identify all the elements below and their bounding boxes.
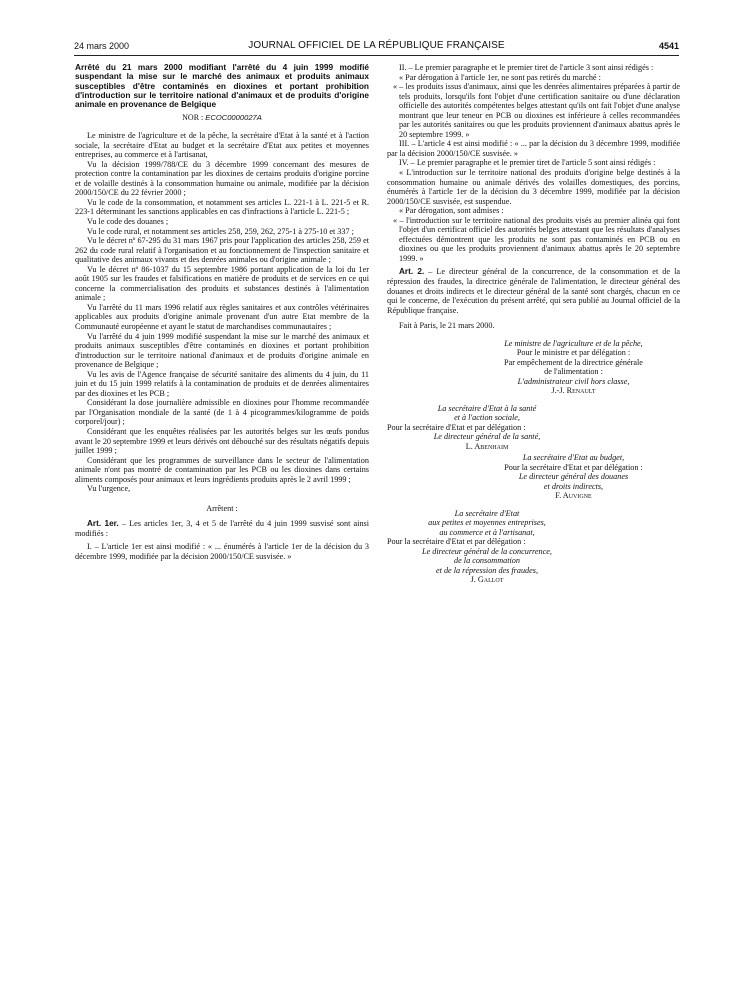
right-column [387, 63, 680, 585]
quote: « – les produits issus d'animaux, ainsi que les denrées alimentaires préparées à partir de tels produits, lorsqu'ils font l'objet d'une certification sanitaire ou d'une déclaration officielle des autorités compétentes belges attestant qu'ils ont fait l'objet d'une analyse montrant que leur teneur en PCB ou dioxines est inférieure à celles recommandées par les autorités sanitaires ou que les produits proviennent d'animaux abattus après le 20 septembre 1999. » [393, 82, 680, 139]
signature-sante [387, 404, 587, 452]
paragraph: Vu le code rural, et notamment ses articles 258, 259, 262, 275-1 à 275-10 et 337 ; [87, 226, 354, 236]
quote: « – l'introduction sur le territoire national des produits visés au premier alinéa qui font l'objet d'un certificat officiel des autorités belges attestant que les résultats d'analyses effectuées démontrent que les produits ne sont pas contaminés en PCB ou en dioxines ou que les produits proviennent d'animaux abattus après le 20 septembre 1999. » [393, 215, 680, 263]
sig-line: aux petites et moyennes entreprises, [428, 518, 546, 528]
journal-title: JOURNAL OFFICIEL DE LA RÉPUBLIQUE FRANÇAISE [248, 40, 505, 51]
signatory-name: J. Gallot [470, 575, 504, 585]
signature-budget [387, 453, 680, 501]
nor-reference [75, 113, 369, 123]
arrete-title: Arrêté du 21 mars 2000 modifiant l'arrêté du 4 juin 1999 modifié suspendant la mise sur le marché des animaux et produits animaux susceptibles d'être contaminés en dioxines et portant prohibition d'introduction sur le territoire national d'animaux et de produits d'origine animale en provenance de Belgique [75, 62, 369, 110]
nor-label: NOR : [182, 113, 204, 123]
paragraph: IV. – Le premier paragraphe et le premier tiret de l'article 5 sont ainsi rédigés : [399, 158, 656, 168]
paragraph: Vu l'urgence, [87, 484, 131, 494]
sig-line: Pour la secrétaire d'Etat et par délégation : [387, 422, 526, 432]
sig-line: Le directeur général des douanes [518, 472, 629, 482]
article-1-label: Art. 1er. [87, 519, 119, 529]
quote: « Par dérogation, sont admises : [399, 206, 504, 216]
paragraph: Considérant la dose journalière admissible en dioxines pour l'homme recommandée par l'Organisation mondiale de la santé (de 1 à 4 picogrammes/kilogramme de poids corporel/jour) ; [75, 398, 369, 427]
signature-pme [387, 509, 587, 585]
sig-line: Par empêchement de la directrice générale [504, 357, 643, 367]
left-column [75, 63, 369, 562]
paragraph: Le ministre de l'agriculture et de la pêche, la secrétaire d'Etat à la santé et à l'action sociale, la secrétaire d'Etat au budget et la secrétaire d'Etat aux petites et moyennes entreprises, au commerce et à l'artisanat, [75, 131, 369, 160]
paragraph: Considérant que les programmes de surveillance dans le secteur de l'alimentation animale n'ont pas montré de contamination par les PCB ou les dioxines dans certains aliments composés pour animaux et leurs ingrédients produits après le 2 avril 1999 ; [75, 455, 369, 484]
article-1-item-I: I. – L'article 1er est ainsi modifié : « ... énumérés à l'article 1er de la décision du 3 décembre 1999, modifiée par la décision 2000/150/CE susvisée. » [75, 542, 369, 561]
signatory-name: J.-J. Renault [551, 386, 596, 396]
arretent-heading: Arrêtent : [206, 503, 238, 513]
sig-line: de la consommation [454, 556, 520, 566]
signatory-name: F. Auvigne [555, 491, 592, 501]
sig-line: et de la répression des fraudes, [435, 565, 539, 575]
signatory-name: L. Abenhaim [465, 441, 509, 451]
paragraph: Vu le décret nº 86-1037 du 15 septembre 1986 portant application de la loi du 1er août 1905 sur les fraudes et falsifications en matière de produits et de services en ce qui concerne la commercialisation des produits et substances destinés à l'alimentation animale ; [75, 264, 369, 303]
article-2 [387, 267, 680, 315]
article-1-text: – Les articles 1er, 3, 4 et 5 de l'arrêté du 4 juin 1999 susvisé sont ainsi modifiés : [75, 519, 370, 538]
sig-line: Pour le ministre et par délégation : [516, 348, 631, 358]
article-2-label: Art. 2. [399, 267, 425, 277]
sig-line: La secrétaire d'Etat [454, 508, 520, 518]
paragraph: Vu l'arrêté du 4 juin 1999 modifié suspendant la mise sur le marché des animaux et produits animaux susceptibles d'être contaminés en dioxines et portant prohibition d'introduction sur le territoire national d'animaux et de produits d'origine animale en provenance de Belgique ; [75, 331, 369, 370]
sig-line: de l'alimentation : [544, 367, 603, 377]
sig-line: Pour la secrétaire d'Etat et par délégation : [387, 537, 526, 547]
sig-line: La secrétaire d'Etat au budget, [522, 453, 625, 463]
quote: « Par dérogation à l'article 1er, ne sont pas retirés du marché : [399, 72, 601, 82]
paragraph: Vu l'arrêté du 11 mars 1996 relatif aux règles sanitaires et aux contrôles vétérinaires applicables aux produits d'origine animale provenant d'un autre Etat membre de la Communauté européenne et ayant le statut de marchandises communautaires ; [75, 302, 369, 331]
page-header [74, 39, 679, 56]
sig-line: et à l'action sociale, [454, 413, 520, 423]
sig-line: Le ministre de l'agriculture et de la pêche, [504, 338, 643, 348]
sig-line: Le directeur général de la concurrence, [422, 546, 552, 556]
nor-code: ECOC0000027A [205, 113, 262, 123]
article-1 [75, 519, 369, 538]
sig-line: Le directeur général de la santé, [433, 432, 541, 442]
sig-line: au commerce et à l'artisanat, [439, 527, 535, 537]
sig-line: Pour la secrétaire d'Etat et par délégation : [504, 462, 643, 472]
paragraph: Considérant que les enquêtes réalisées par les autorités belges sur les œufs pondus avant le 20 septembre 1999 et leurs dérivés ont débouché sur des résultats négatifs depuis juillet 1999 ; [75, 426, 369, 456]
signature-place-date: Fait à Paris, le 21 mars 2000. [399, 321, 495, 331]
paragraph: Vu le code des douanes ; [87, 216, 169, 226]
paragraph: III. – L'article 4 est ainsi modifié : « ... par la décision du 3 décembre 1999, modifiée par la décision 2000/150/CE susvisée. » [387, 139, 680, 158]
paragraph: Vu le décret nº 67-295 du 31 mars 1967 pris pour l'application des articles 258, 259 et 262 du code rural relatif à l'organisation et au fonctionnement de l'inspection sanitaire et qualitative des animaux vivants et des denrées animales ou d'origine animale ; [75, 236, 369, 265]
paragraph: Vu le code de la consommation, et notamment ses articles L. 221-1 à L. 221-5 et R. 223-1 déterminant les sanctions applicables en cas d'infractions à l'article L. 221-5 ; [75, 197, 369, 217]
paragraph: Vu les avis de l'Agence française de sécurité sanitaire des aliments du 4 juin, du 11 juin et du 15 juin 1999 relatifs à la contamination de produits et de denrées alimentaires par des dioxines et les PCB ; [75, 369, 369, 398]
paragraph: II. – Le premier paragraphe et le premier tiret de l'article 3 sont ainsi rédigés : [399, 63, 654, 72]
article-2-text: – Le directeur général de la concurrence, de la consommation et de la répression des fraudes, la directrice générale de l'alimentation, le directeur général des douanes et droits indirects et le directeur général de la santé sont chargés, chacun en ce qui le concerne, de l'exécution du présent arrêté, qui sera publié au Journal officiel de la République française. [387, 267, 680, 315]
sig-line: et droits indirects, [543, 481, 604, 491]
signature-agriculture [387, 339, 680, 396]
paragraph: Vu la décision 1999/788/CE du 3 décembre 1999 concernant des mesures de protection contre la contamination par les dioxines de certains produits d'origine porcine et de volaille destinés à la consommation humaine ou animale, modifiée par la décision 2000/150/CE du 22 février 2000 ; [75, 159, 369, 198]
quote: « L'introduction sur le territoire national des produits d'origine belge destinés à la consommation humaine ou animale dérivés des volailles domestiques, des porcins, énumérés à l'article 1er de la décision du 3 décembre 1999, modifiée par la décision 2000/150/CE susvisée, est suspendue. [387, 168, 680, 206]
page-number: 4541 [658, 41, 679, 51]
sig-line: L'administrateur civil hors classe, [517, 376, 630, 386]
sig-line: La secrétaire d'Etat à la santé [437, 403, 537, 413]
header-date: 24 mars 2000 [74, 41, 130, 51]
